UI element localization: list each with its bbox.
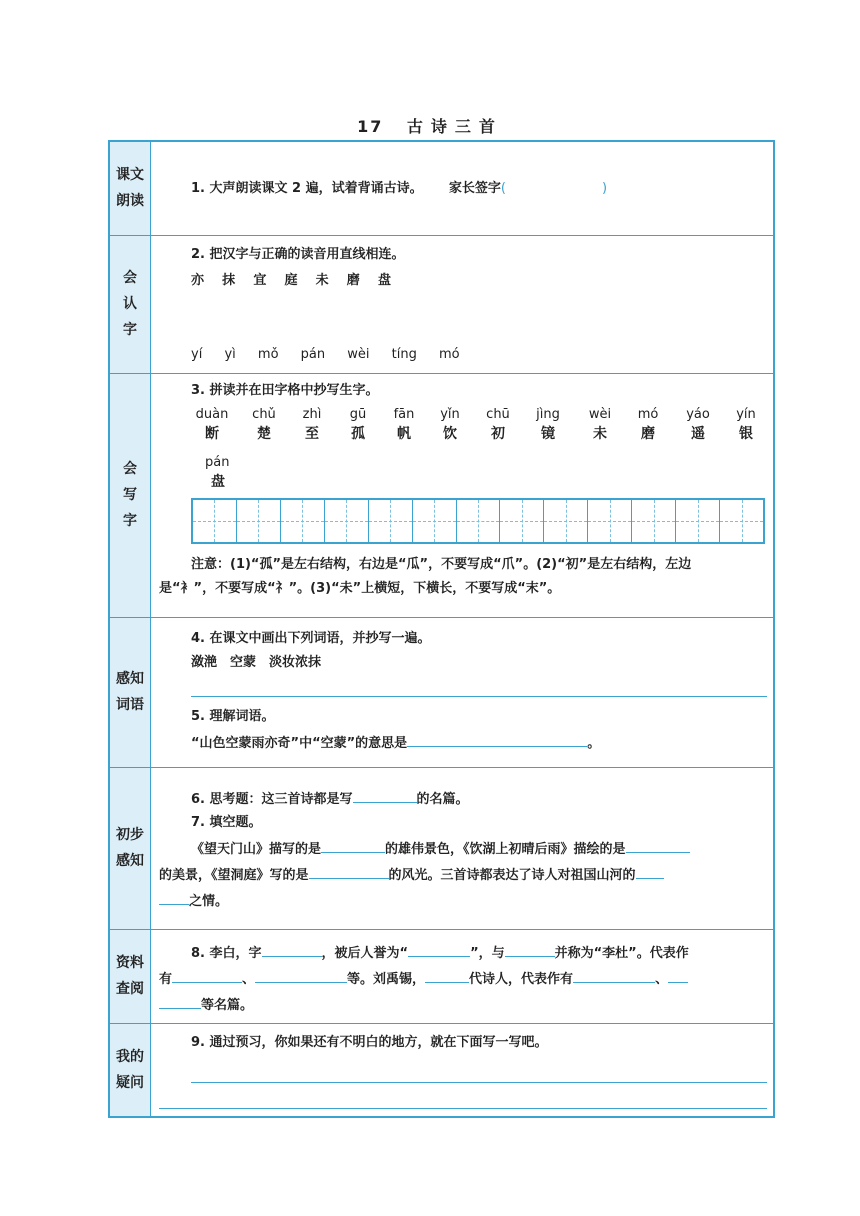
pinyin: pán [205,454,230,470]
pinyin: gū [349,406,367,422]
pinyin-char-item [673,406,723,444]
question-5: 5. 理解词语。 [191,708,275,724]
grid-cell[interactable] [632,500,676,542]
pinyin: chū [486,406,510,422]
answer-blank[interactable] [408,940,470,957]
row-vocabulary [109,617,774,767]
hanzi: 帆 [397,425,411,442]
pinyin-char-item [379,406,429,444]
question-9: 9. 通过预习，你如果还有不明白的地方，就在下面写一写吧。 [191,1034,548,1050]
question-7-line-1 [191,836,690,863]
char-item[interactable]: 未 [315,272,329,288]
question-7-part: 《望天门山》描写的是 [191,841,322,857]
pinyin-item[interactable]: mó [439,346,460,362]
pinyin: wèi [588,406,612,422]
pinyin-item[interactable]: yí [191,346,203,362]
answer-blank[interactable] [353,786,417,803]
grid-cell[interactable] [193,500,237,542]
question-5-end: 。 [587,735,601,751]
label-recognize [109,235,151,373]
label-perception [109,767,151,929]
question-8-part: 等名篇。 [201,997,254,1013]
questions-content [151,1023,775,1117]
row-perception [109,767,774,929]
hanzi: 未 [593,425,607,442]
pinyin-char-item [623,406,673,444]
question-5-text [191,730,600,757]
preview-worksheet [108,140,775,1118]
label-text: 写 [123,487,137,503]
row-research [109,929,774,1023]
note-line-1: 注意：(1)“孤”是左右结构，右边是“瓜”，不要写成“爪”。(2)“初”是左右结构，左边 [191,556,692,572]
pinyin: jìng [536,406,560,422]
question-8-part: 代诗人，代表作有 [469,971,574,987]
label-questions [109,1023,151,1117]
page-title [0,114,860,137]
question-8-part: 有 [159,971,173,987]
pinyin: yǐn [440,406,460,422]
grid-cell[interactable] [369,500,413,542]
label-text: 朗读 [116,193,144,210]
grid-cell[interactable] [413,500,457,542]
pinyin: zhì [302,406,322,422]
hanzi: 饮 [443,425,457,442]
question-7-part: 之情。 [189,893,229,909]
grid-cell[interactable] [325,500,369,542]
pinyin-char-item [425,406,475,444]
question-2: 2. 把汉字与正确的读音用直线相连。 [191,246,405,262]
grid-cell[interactable] [500,500,544,542]
question-7-part: 的美景，《望洞庭》写的是 [159,867,309,883]
answer-blank[interactable] [255,966,347,983]
pinyin-char-item [523,406,573,444]
perception-content [151,767,775,929]
pinyin-char-item [473,406,523,444]
grid-cell[interactable] [281,500,325,542]
char-item[interactable]: 抹 [222,272,236,288]
reading-content [151,141,775,235]
label-text: 感知 [116,671,144,687]
char-item[interactable]: 宜 [253,272,267,288]
label-text: 会 [123,461,137,477]
question-6-prompt: 6. 思考题：这三首诗都是写 [191,791,353,807]
pinyin-list [191,342,478,368]
question-7-line-3 [159,888,228,915]
hanzi: 磨 [641,425,655,442]
char-item[interactable]: 庭 [284,272,298,288]
answer-blank[interactable] [159,888,189,905]
writing-content [151,373,775,617]
pinyin-item[interactable]: pán [300,346,326,362]
char-item[interactable]: 亦 [191,272,205,288]
label-writing [109,373,151,617]
grid-cell[interactable] [544,500,588,542]
question-8-part: ”，与 [470,945,505,961]
question-8-part: 、 [655,971,669,987]
row-questions [109,1023,774,1117]
pinyin-char-item [287,406,337,444]
vocabulary-content [151,617,775,767]
grid-cell[interactable] [237,500,281,542]
pinyin: duàn [195,406,229,422]
question-8-line-2 [159,966,688,993]
label-text: 我的 [116,1048,144,1065]
label-text: 课文 [116,167,144,184]
question-8-line-3 [159,992,253,1019]
pinyin-char-item [721,406,771,444]
question-6 [191,786,469,813]
pinyin-item[interactable]: tíng [391,346,417,362]
pinyin: yáo [686,406,710,422]
answer-blank[interactable] [425,966,469,983]
pinyin: chǔ [252,406,276,422]
answer-blank[interactable] [309,862,389,879]
question-7-line-2 [159,862,664,889]
label-text: 疑问 [116,1074,144,1091]
hanzi: 初 [491,425,505,442]
pinyin-item[interactable]: wèi [347,346,370,362]
question-8-part: 、 [242,971,256,987]
answer-blank[interactable] [172,966,242,983]
grid-cell[interactable] [720,500,763,542]
hanzi: 遥 [691,425,705,442]
question-8-part: 等。刘禹锡， [347,971,426,987]
answer-blank[interactable] [668,966,688,983]
label-text: 会 [123,270,137,286]
label-text: 字 [123,322,137,338]
grid-cell[interactable] [588,500,632,542]
answer-blank[interactable] [159,992,201,1009]
question-7-part: 的雄伟景色，《饮湖上初晴后雨》描绘的是 [385,841,626,857]
hanzi: 断 [205,425,219,442]
label-text: 查阅 [116,981,144,997]
question-7-part: 的风光。三首诗都表达了诗人对祖国山河的 [388,867,636,883]
answer-blank[interactable] [636,862,664,879]
question-7: 7. 填空题。 [191,814,262,830]
paren-close: ) [601,181,608,196]
question-6-end: 的名篇。 [416,791,469,807]
label-text: 词语 [116,697,144,713]
label-text: 资料 [116,955,144,971]
pinyin: fān [393,406,415,422]
recognize-content [151,235,775,373]
question-3: 3. 拼读并在田字格中抄写生字。 [191,382,379,398]
answer-blank[interactable] [573,966,655,983]
hanzi: 银 [739,425,753,442]
lesson-number: 17 [357,117,384,136]
answer-blank[interactable] [262,940,322,957]
row-reading [109,141,774,235]
pinyin-item[interactable]: mǒ [257,346,279,362]
pinyin-char-item [333,406,383,444]
writing-line[interactable] [159,1108,767,1109]
word-list: 潋滟 空蒙 淡妆浓抹 [191,654,322,670]
pinyin-char-item [575,406,625,444]
pinyin-char-item [187,406,237,444]
row-recognize [109,235,774,373]
hanzi: 孤 [351,425,365,442]
question-1: 1. 大声朗读课文 2 遍，试着背诵古诗。 [191,181,423,196]
label-text: 认 [123,296,137,312]
label-vocabulary [109,617,151,767]
answer-blank[interactable] [407,730,587,747]
question-8-part: ，被后人誉为“ [321,945,409,961]
copy-line[interactable] [191,696,767,697]
grid-cell[interactable] [676,500,720,542]
writing-line[interactable] [191,1082,767,1083]
hanzi: 至 [305,425,319,442]
label-text: 感知 [116,853,144,869]
paren-open: ( [500,181,506,196]
label-text: 字 [123,513,137,529]
question-8-part: 并称为“李杜”。代表作 [554,945,689,961]
label-text: 初步 [116,827,144,843]
tianzige-grid[interactable] [191,498,765,544]
char-item[interactable]: 磨 [346,272,360,288]
parent-signature-label: 家长签字 [448,181,501,196]
pinyin: yín [736,406,756,422]
research-content [151,929,775,1023]
question-8-line-1 [191,940,689,967]
question-4: 4. 在课文中画出下列词语，并抄写一遍。 [191,630,431,646]
answer-blank[interactable] [505,940,555,957]
char-item[interactable]: 盘 [377,272,391,288]
label-research [109,929,151,1023]
pinyin: mó [637,406,659,422]
hanzi: 楚 [257,425,271,442]
pinyin-char-item [205,454,255,492]
pinyin-char-item [239,406,289,444]
row-writing [109,373,774,617]
hanzi: 镜 [541,425,555,442]
answer-blank[interactable] [321,836,385,853]
grid-cell[interactable] [457,500,501,542]
pinyin-item[interactable]: yì [224,346,236,362]
hanzi: 盘 [211,473,225,490]
note-line-2: 是“衤”，不要写成“礻”。(3)“未”上横短，下横长，不要写成“末”。 [159,580,561,596]
question-8-part: 8. 李白，字 [191,945,262,961]
question-5-prompt: “山色空蒙雨亦奇”中“空蒙”的意思是 [191,735,408,751]
answer-blank[interactable] [626,836,690,853]
char-list [191,268,405,294]
lesson-title: 古诗三首 [406,117,503,136]
label-reading [109,141,151,235]
